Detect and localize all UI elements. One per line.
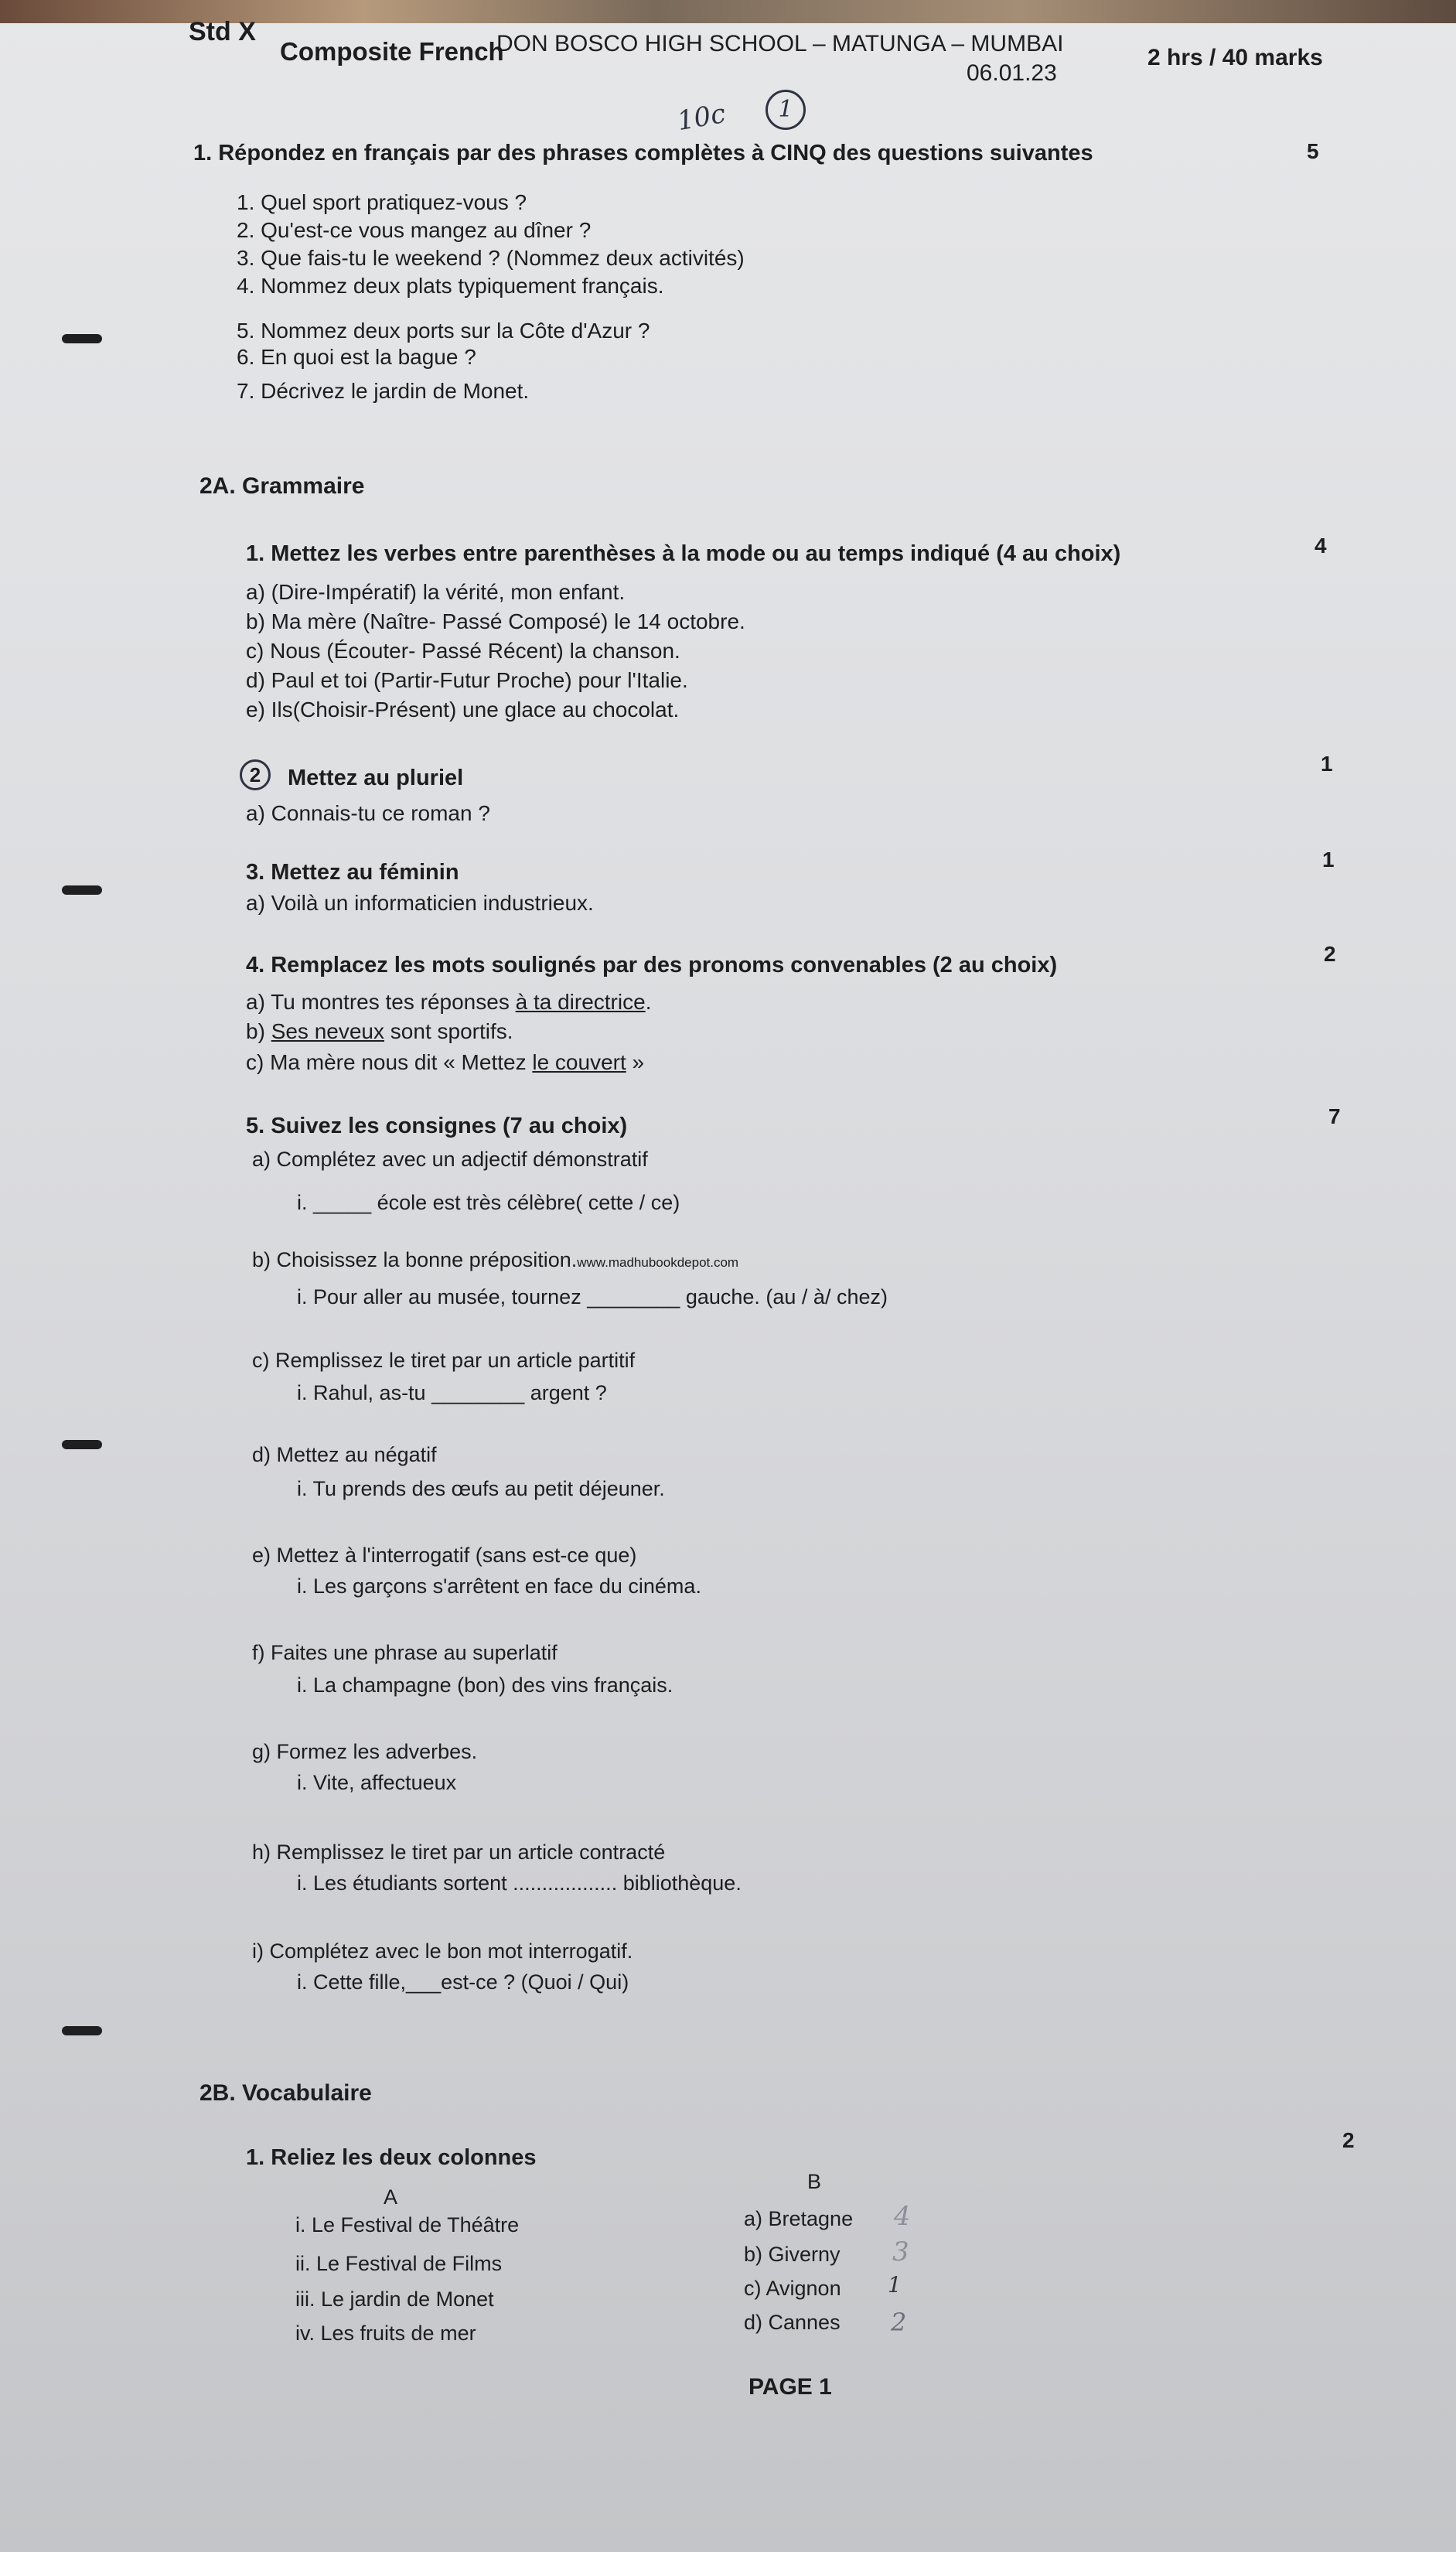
subject-label: Composite French (280, 37, 504, 66)
binder-hole (62, 1440, 102, 1449)
s2a-p5-h-head: h) Remplissez le tiret par un article contracté (252, 1841, 666, 1864)
column-b-header: B (807, 2170, 822, 2193)
s2b-p1-marks: 2 (1342, 2128, 1355, 2152)
column-a-item: iv. Les fruits de mer (295, 2322, 476, 2345)
s2a-p5-d-item: i. Tu prends des œufs au petit déjeuner. (297, 1477, 665, 1500)
s2a-p5-c-item: i. Rahul, as-tu ________ argent ? (297, 1381, 607, 1404)
text: . (645, 990, 652, 1014)
binder-hole (62, 885, 102, 895)
s2a-p3-item: a) Voilà un informaticien industrieux. (246, 891, 594, 915)
watermark-url: www.madhubookdepot.com (577, 1255, 739, 1270)
s2a-p4-item-c (246, 1050, 644, 1075)
s2a-p4-item-a (246, 990, 651, 1015)
s2a-p5-marks: 7 (1328, 1104, 1341, 1128)
section-2a-title: 2A. Grammaire (199, 473, 365, 499)
s2a-p2-number: 2 (240, 759, 271, 790)
s2a-p4-marks: 2 (1324, 942, 1336, 966)
column-a-item: iii. Le jardin de Monet (295, 2288, 494, 2311)
s2a-p5-b-item: i. Pour aller au musée, tournez ________ gauche. (au / à/ chez) (297, 1285, 888, 1308)
s2a-p4-title: 4. Remplacez les mots soulignés par des pronoms convenables (2 au choix) (246, 953, 1058, 977)
s2a-p1-item: d) Paul et toi (Partir-Futur Proche) pour l'Italie. (246, 668, 688, 692)
s2a-p5-a-item: i. _____ école est très célèbre( cette / ce) (297, 1191, 680, 1214)
underlined-words: à ta directrice (515, 990, 646, 1014)
q1-item: 2. Qu'est-ce vous mangez au dîner ? (237, 218, 592, 242)
binder-hole (62, 2026, 102, 2035)
column-b-item: a) Bretagne (744, 2207, 854, 2230)
underlined-words: Ses neveux (271, 1019, 385, 1043)
s2a-p2-item: a) Connais-tu ce roman ? (246, 801, 490, 825)
s2a-p5-i-head: i) Complétez avec le bon mot interrogatif. (252, 1940, 633, 1963)
section-2b-title: 2B. Vocabulaire (199, 2080, 372, 2106)
handwritten-answer: 3 (892, 2236, 909, 2267)
column-a-item: ii. Le Festival de Films (295, 2252, 503, 2275)
s2a-p5-g-item: i. Vite, affectueux (297, 1771, 457, 1794)
s2a-p5-a-head: a) Complétez avec un adjectif démonstratif (252, 1148, 648, 1171)
handwritten-note: 10c (675, 97, 728, 138)
exam-date: 06.01.23 (967, 60, 1057, 86)
text: c) Ma mère nous dit « Mettez (246, 1050, 533, 1074)
s2a-p5-f-item: i. La champagne (bon) des vins français. (297, 1673, 673, 1697)
s2a-p1-item: e) Ils(Choisir-Présent) une glace au chocolat. (246, 698, 680, 722)
q1-item: 6. En quoi est la bague ? (237, 345, 476, 369)
duration-marks: 2 hrs / 40 marks (1147, 45, 1323, 70)
handwritten-answer: 2 (891, 2308, 907, 2337)
s2a-p5-e-item: i. Les garçons s'arrêtent en face du cinéma. (297, 1575, 701, 1598)
s2a-p5-d-head: d) Mettez au négatif (252, 1443, 437, 1466)
class-label: Std X (189, 17, 256, 46)
binder-hole (62, 334, 102, 343)
s2a-p4-item-b (246, 1019, 513, 1044)
s2a-p5-c-head: c) Remplissez le tiret par un article partitif (252, 1349, 636, 1372)
q1-item: 5. Nommez deux ports sur la Côte d'Azur ? (237, 319, 650, 343)
s2a-p3-marks: 1 (1322, 848, 1335, 872)
s2a-p5-g-head: g) Formez les adverbes. (252, 1740, 478, 1763)
s2a-p5-e-head: e) Mettez à l'interrogatif (sans est-ce que) (252, 1544, 637, 1567)
handwritten-answer: 1 (888, 2272, 902, 2298)
q1-title: 1. Répondez en français par des phrases complètes à CINQ des questions suivantes (193, 141, 1093, 165)
s2a-p5-b-head (252, 1248, 738, 1272)
page-number: PAGE 1 (748, 2374, 832, 2400)
handwritten-answer: 4 (894, 2201, 911, 2232)
q1-marks: 5 (1307, 139, 1319, 163)
s2b-p1-title: 1. Reliez les deux colonnes (246, 2145, 537, 2170)
q1-item: 7. Décrivez le jardin de Monet. (237, 379, 530, 403)
s2a-p2-title: Mettez au pluriel (288, 766, 464, 790)
text: a) Tu montres tes réponses (246, 990, 516, 1014)
s2a-p1-item: b) Ma mère (Naître- Passé Composé) le 14 octobre. (246, 609, 745, 633)
s2a-p1-item: c) Nous (Écouter- Passé Récent) la chanson. (246, 639, 680, 663)
text: b) Choisissez la bonne préposition. (252, 1248, 578, 1271)
column-b-item: c) Avignon (744, 2277, 841, 2300)
underlined-words: le couvert (532, 1050, 626, 1074)
school-name: DON BOSCO HIGH SCHOOL – MATUNGA – MUMBAI (496, 31, 1064, 56)
s2a-p5-h-item: i. Les étudiants sortent .................. bibliothèque. (297, 1871, 742, 1895)
s2a-p5-f-head: f) Faites une phrase au superlatif (252, 1641, 558, 1664)
handwritten-circle: 1 (766, 90, 806, 130)
column-b-item: d) Cannes (744, 2311, 841, 2334)
text: b) (246, 1019, 271, 1043)
column-a-header: A (384, 2185, 398, 2209)
column-b-item: b) Giverny (744, 2243, 841, 2266)
column-a-item: i. Le Festival de Théâtre (295, 2213, 520, 2236)
q1-item: 3. Que fais-tu le weekend ? (Nommez deux activités) (237, 246, 745, 270)
q1-item: 1. Quel sport pratiquez-vous ? (237, 190, 527, 214)
s2a-p3-title: 3. Mettez au féminin (246, 860, 459, 885)
s2a-p5-i-item: i. Cette fille,___est-ce ? (Quoi / Qui) (297, 1970, 629, 1994)
text: sont sportifs. (384, 1019, 513, 1043)
s2a-p1-title: 1. Mettez les verbes entre parenthèses à la mode ou au temps indiqué (4 au choix) (246, 541, 1121, 566)
s2a-p2-marks: 1 (1321, 752, 1333, 776)
s2a-p1-marks: 4 (1314, 534, 1327, 558)
text: » (626, 1050, 645, 1074)
s2a-p1-item: a) (Dire-Impératif) la vérité, mon enfant. (246, 580, 626, 604)
s2a-p5-title: 5. Suivez les consignes (7 au choix) (246, 1114, 628, 1138)
q1-item: 4. Nommez deux plats typiquement français. (237, 274, 664, 298)
